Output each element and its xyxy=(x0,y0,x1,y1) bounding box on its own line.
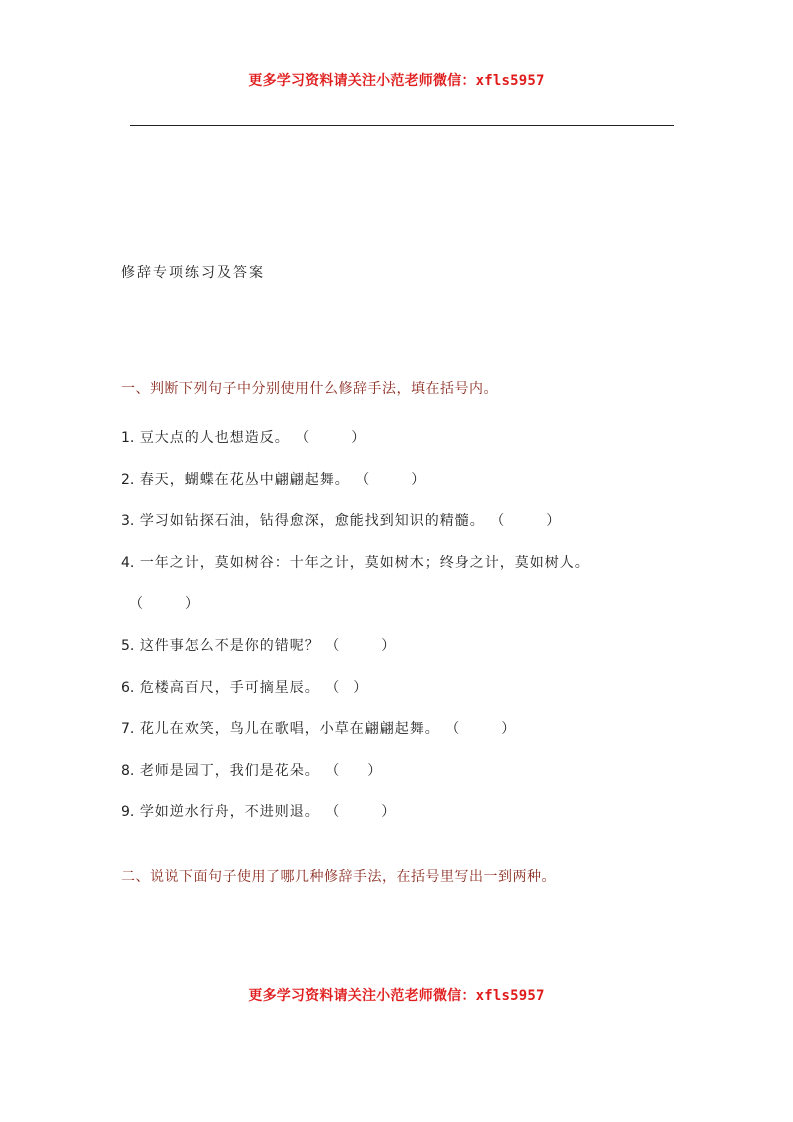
question-text: 这件事怎么不是你的错呢？ xyxy=(139,637,320,654)
question-item-1 xyxy=(121,428,681,470)
question-text: 豆大点的人也想造反。 xyxy=(139,430,290,446)
question-number: 9. xyxy=(121,804,135,821)
footer-wechat-note: 更多学习资料请关注小范老师微信：xfls5957 xyxy=(248,988,545,1004)
question-number: 5. xyxy=(121,637,135,654)
question-item-2 xyxy=(121,470,681,512)
question-item-9 xyxy=(121,802,681,844)
question-number: 2. xyxy=(121,471,135,488)
question-text: 一年之计，莫如树谷：十年之计，莫如树木；终身之计，莫如树人。 xyxy=(139,554,590,571)
answer-bracket[interactable]: （ ） xyxy=(355,471,426,488)
question-item-3 xyxy=(121,511,681,553)
question-item-6 xyxy=(121,678,681,720)
question-number: 7. xyxy=(121,721,135,738)
question-text: 学习如钻探石油，钻得愈深，愈能找到知识的精髓。 xyxy=(139,513,485,530)
question-item-4 xyxy=(121,553,681,636)
question-number: 8. xyxy=(121,762,135,779)
section-1-heading: 一、判断下列句子中分别使用什么修辞手法，填在括号内。 xyxy=(121,381,498,397)
question-number: 1. xyxy=(121,430,135,446)
question-text: 春天，蝴蝶在花丛中翩翩起舞。 xyxy=(139,471,350,488)
question-text: 花儿在欢笑，鸟儿在歌唱，小草在翩翩起舞。 xyxy=(139,721,440,738)
question-list xyxy=(121,428,681,844)
answer-bracket[interactable]: （ ） xyxy=(325,637,396,654)
question-text: 学如逆水行舟，不进则退。 xyxy=(139,804,320,821)
question-item-5 xyxy=(121,636,681,678)
answer-bracket[interactable]: （ ） xyxy=(325,804,396,821)
question-number: 4. xyxy=(121,554,135,571)
answer-bracket[interactable]: （ ） xyxy=(490,513,561,530)
answer-bracket[interactable]: （ ） xyxy=(295,430,366,446)
answer-bracket[interactable]: （ ） xyxy=(445,721,516,738)
question-item-8 xyxy=(121,761,681,803)
question-number: 6. xyxy=(121,679,135,696)
header-divider xyxy=(130,125,674,126)
answer-bracket[interactable]: （ ） xyxy=(325,762,382,779)
section-2-heading: 二、说说下面句子使用了哪几种修辞手法，在括号里写出一到两种。 xyxy=(121,869,556,885)
answer-bracket[interactable]: （ ） xyxy=(129,596,199,613)
header-wechat-note: 更多学习资料请关注小范老师微信：xfls5957 xyxy=(248,73,545,89)
document-title: 修辞专项练习及答案 xyxy=(121,265,265,281)
answer-bracket[interactable]: （ ） xyxy=(325,679,368,696)
question-text: 危楼高百尺，手可摘星辰。 xyxy=(139,679,320,696)
question-text: 老师是园丁，我们是花朵。 xyxy=(139,762,320,779)
question-number: 3. xyxy=(121,513,135,530)
question-item-7 xyxy=(121,719,681,761)
